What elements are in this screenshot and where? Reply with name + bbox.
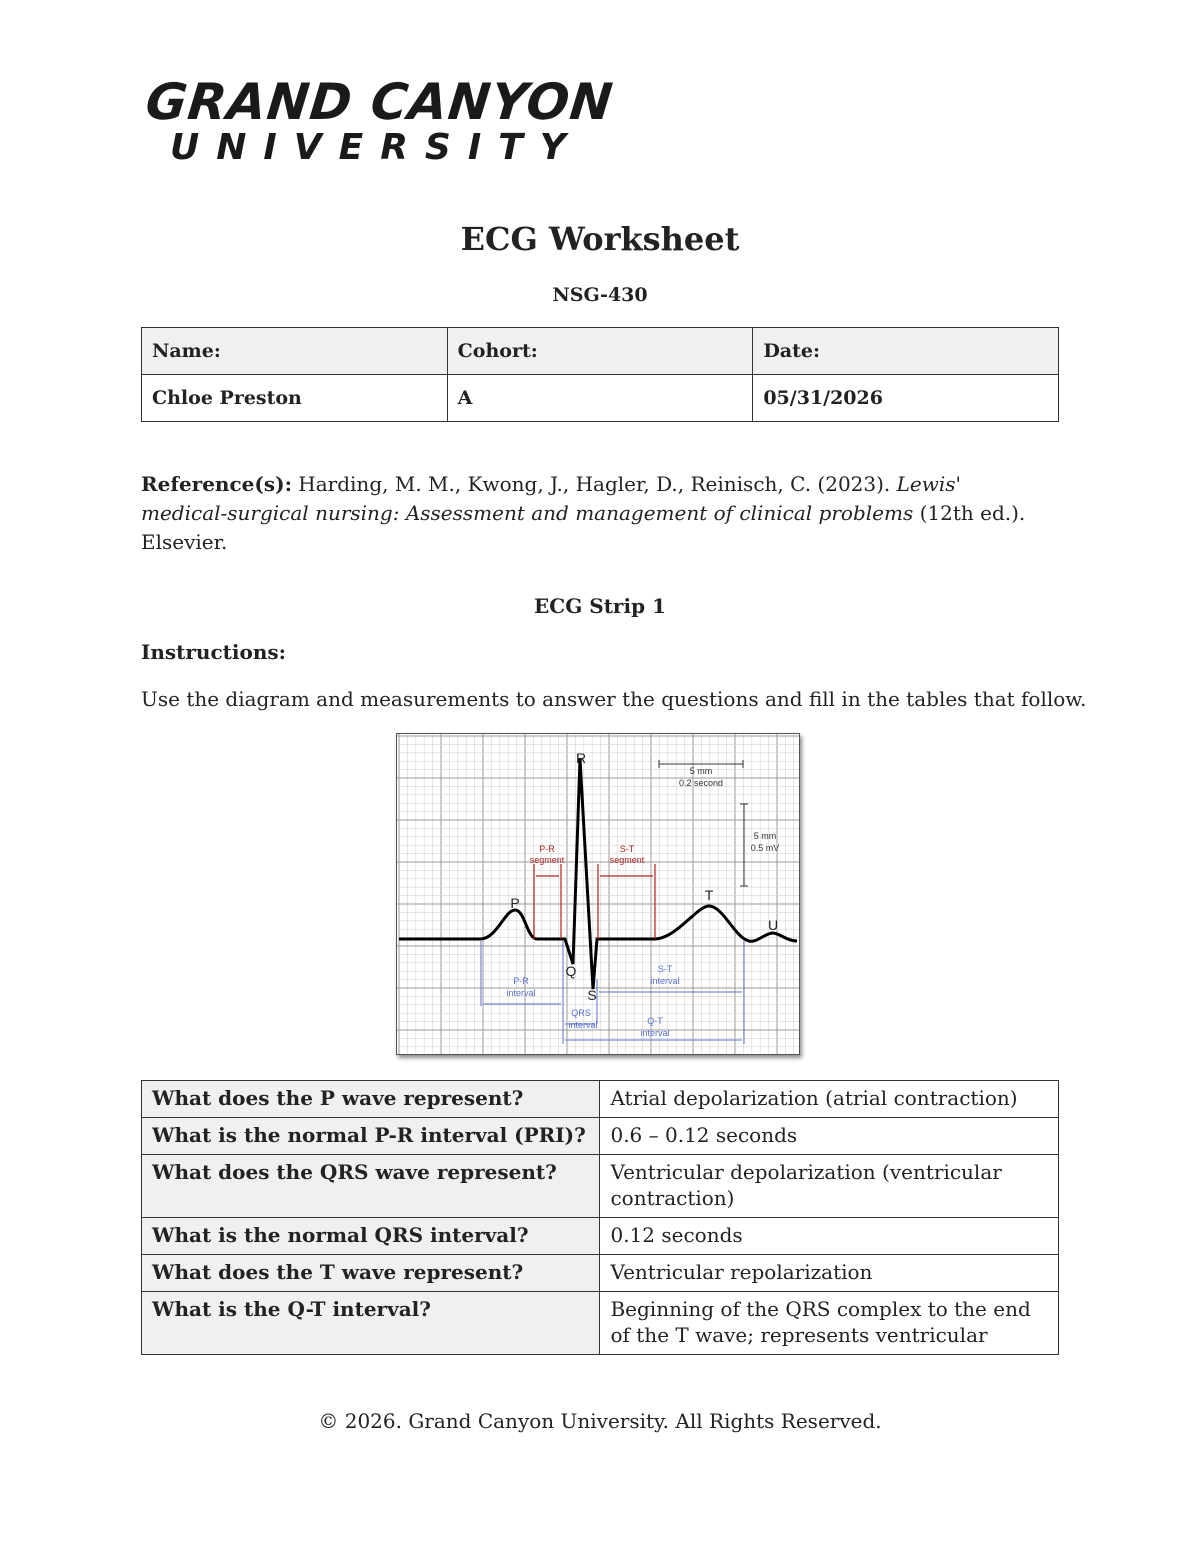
- qrs-interval-label-1: QRS: [571, 1008, 591, 1018]
- name-header: Name:: [142, 328, 448, 375]
- time-scale-label-1: 5 mm: [689, 766, 713, 776]
- qa-table: [141, 1080, 1059, 1355]
- info-header-row: [142, 328, 1059, 375]
- instructions-heading: Instructions:: [141, 640, 287, 664]
- qt-interval-label-1: Q-T: [647, 1016, 663, 1026]
- qa-row: [142, 1218, 1059, 1255]
- qa-row: [142, 1118, 1059, 1155]
- qa-question: What is the normal P-R interval (PRI)?: [142, 1118, 600, 1155]
- info-value-row: [142, 375, 1059, 422]
- q-wave-label: Q: [565, 963, 577, 979]
- st-interval-label-1: S-T: [657, 964, 673, 974]
- date-header: Date:: [753, 328, 1059, 375]
- volt-scale-label-1: 5 mm: [753, 831, 777, 841]
- time-scale-label-2: 0.2 second: [678, 778, 724, 788]
- qa-row: [142, 1155, 1059, 1218]
- qa-answer: 0.6 – 0.12 seconds: [600, 1118, 1059, 1155]
- segment-markers: [534, 864, 655, 939]
- qa-answer: 0.12 seconds: [600, 1218, 1059, 1255]
- page-title: ECG Worksheet: [460, 220, 740, 258]
- logo-line-1: GRAND CANYON: [142, 73, 617, 131]
- volt-scale-label-2: 0.5 mV: [750, 843, 780, 853]
- course-code: NSG-430: [552, 284, 648, 306]
- university-logo: [142, 72, 617, 172]
- cohort-value: A: [447, 375, 753, 422]
- qa-row: [142, 1255, 1059, 1292]
- pr-interval-label-1: P-R: [513, 976, 529, 986]
- reference-label: Reference(s):: [141, 472, 292, 496]
- ecg-svg: [397, 734, 799, 1054]
- cohort-header: Cohort:: [447, 328, 753, 375]
- qa-answer: Beginning of the QRS complex to the end of the T wave; represents ventricular: [600, 1292, 1059, 1355]
- instructions-text: Use the diagram and measurements to answer the questions and fill in the tables that follow.: [141, 687, 1087, 711]
- qrs-interval-label-2: interval: [568, 1020, 598, 1030]
- date-value: 05/31/2026: [753, 375, 1059, 422]
- pr-segment-label-1: P-R: [539, 844, 555, 854]
- reference-book-title: Lewis' medical-surgical nursing: Assessment and management of clinical problems: [141, 472, 962, 525]
- qt-interval-label-2: interval: [640, 1028, 670, 1038]
- qa-row: [142, 1081, 1059, 1118]
- reference-paragraph: [141, 470, 1041, 557]
- strip-heading: ECG Strip 1: [534, 594, 666, 618]
- qa-answer: Ventricular depolarization (ventricular contraction): [600, 1155, 1059, 1218]
- qa-answer: Ventricular repolarization: [600, 1255, 1059, 1292]
- qa-question: What does the T wave represent?: [142, 1255, 600, 1292]
- copyright-footer: © 2026. Grand Canyon University. All Rights Reserved.: [318, 1409, 882, 1433]
- pr-segment-label-2: segment: [529, 855, 565, 865]
- st-interval-label-2: interval: [650, 976, 680, 986]
- st-segment-label-2: segment: [609, 855, 645, 865]
- qa-row: [142, 1292, 1059, 1355]
- qa-question: What does the P wave represent?: [142, 1081, 600, 1118]
- pr-interval-label-2: interval: [506, 988, 536, 998]
- s-wave-label: S: [587, 987, 597, 1003]
- r-wave-label: R: [575, 750, 587, 766]
- reference-authors: Harding, M. M., Kwong, J., Hagler, D., Reinisch, C. (2023).: [291, 472, 897, 496]
- student-info-table: [141, 327, 1059, 422]
- ecg-diagram: [396, 733, 800, 1055]
- logo-line-2: UNIVERSITY: [170, 127, 583, 168]
- qa-question: What is the normal QRS interval?: [142, 1218, 600, 1255]
- t-wave-label: T: [704, 887, 714, 903]
- reference-edition: (12th ed.). Elsevier.: [141, 501, 1026, 554]
- qa-answer: Atrial depolarization (atrial contraction): [600, 1081, 1059, 1118]
- qa-question: What is the Q-T interval?: [142, 1292, 600, 1355]
- qa-question: What does the QRS wave represent?: [142, 1155, 600, 1218]
- name-value: Chloe Preston: [142, 375, 448, 422]
- st-segment-label-1: S-T: [619, 844, 635, 854]
- p-wave-label: P: [510, 895, 520, 911]
- u-wave-label: U: [767, 917, 779, 933]
